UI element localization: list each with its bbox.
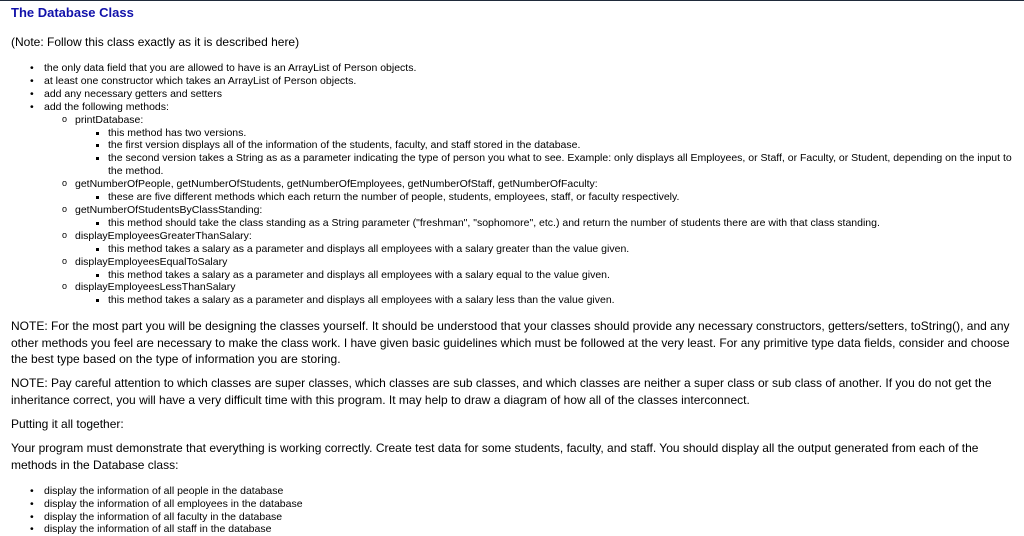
method-item [61,178,1020,204]
list-item: • display the information of all faculty in the database [30,511,1010,524]
list-item: • display the information of all staff in the database [30,523,1010,536]
list-item: • display the information of all employees in the database [30,498,1010,511]
method-item [61,204,1020,230]
method-name: displayEmployeesEqualToSalary [75,255,228,268]
detail-item: the first version displays all of the information of the students, faculty, and staff stored in the database. [93,139,1020,152]
method-details [75,243,1020,256]
design-note-paragraph: NOTE: For the most part you will be designing the classes yourself. It should be understood that your classes should provide any necessary constructors, getters/setters, toString(), and any other methods you feel are necessary to make the class work. I have given basic guidelines which must be followed at the very least. For any primitive type data fields, consider and choose the best type based on the type of information you are storing. [11,319,1010,366]
requirement-text: the only data field that you are allowed to have is an ArrayList of Person objects. [44,62,417,74]
list-item [30,101,1020,308]
method-details [75,269,1020,282]
list-item: • display the information of all people in the database [30,485,1010,498]
method-details [75,191,1020,204]
top-divider [0,0,1024,1]
detail-item: this method takes a salary as a parameter and displays all employees with a salary less than the value given. [93,294,1020,307]
detail-item: the second version takes a String as as a parameter indicating the type of person you what to see. Example: only displays all Employees, or Staff, or Faculty, or Student, depending on the input to the method. [93,152,1020,178]
putting-together-heading: Putting it all together: [11,417,124,431]
detail-item: these are five different methods which each return the number of people, students, employees, staff, or faculty respectively. [93,191,1020,204]
list-item [30,62,1020,75]
method-item [61,256,1020,282]
method-name: getNumberOfStudentsByClassStanding: [75,203,263,216]
method-item [61,114,1020,179]
method-name: displayEmployeesLessThanSalary [75,281,236,294]
display-output-list [30,485,1010,536]
detail-item: this method takes a salary as a parameter and displays all employees with a salary greater than the value given. [93,243,1020,256]
methods-list [44,114,1020,308]
detail-item: this method has two versions. [93,127,1020,140]
method-details [75,127,1020,179]
demonstrate-paragraph: Your program must demonstrate that everything is working correctly. Create test data for some students, faculty, and staff. You should display all the output generated from each of the methods in the Database class: [11,441,979,472]
method-name: getNumberOfPeople, getNumberOfStudents, getNumberOfEmployees, getNumberOfStaff, getNumberOfFaculty: [75,178,598,191]
method-item [61,230,1020,256]
method-details [75,217,1020,230]
list-item [30,75,1020,88]
page-title: The Database Class [11,5,134,20]
inheritance-note-paragraph: NOTE: Pay careful attention to which classes are super classes, which classes are sub classes, and which classes are neither a super class or sub class of another. If you do not get the inheritance correct, you will have a very difficult time with this program. It may help to draw a diagram of how all of the classes interconnect. [11,376,992,407]
method-name: printDatabase: [75,113,144,126]
method-details [75,294,1020,307]
list-item [30,88,1020,101]
method-name: displayEmployeesGreaterThanSalary: [75,229,252,242]
detail-item: this method takes a salary as a parameter and displays all employees with a salary equal to the value given. [93,269,1020,282]
detail-item: this method should take the class standing as a String parameter ("freshman", "sophomore", etc.) and return the number of students there are with that class standing. [93,217,1020,230]
method-item [61,281,1020,307]
requirements-list [30,62,1020,307]
requirement-text: add any necessary getters and setters [44,87,223,100]
requirement-text: add the following methods: [44,100,169,113]
requirement-text: at least one constructor which takes an ArrayList of Person objects. [44,74,357,87]
class-note: (Note: Follow this class exactly as it is described here) [11,35,300,49]
